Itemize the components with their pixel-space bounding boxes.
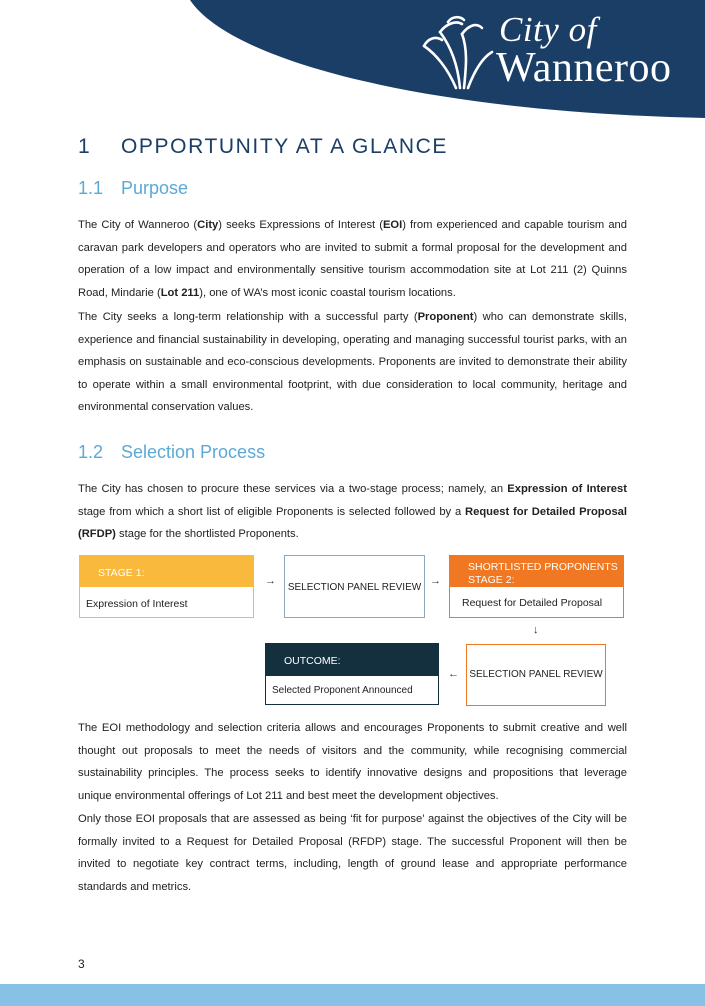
arrow-left: ← xyxy=(448,668,459,680)
section-1-title: OPPORTUNITY AT A GLANCE xyxy=(121,135,449,158)
text-run: ), one of WA’s most iconic coastal tourism locations. xyxy=(199,286,456,299)
logo-name-text: Wanneroo xyxy=(496,45,672,91)
logo-city-text: City of xyxy=(499,10,597,49)
section-1-number: 1 xyxy=(78,135,92,158)
flower-logo-icon xyxy=(418,14,496,90)
text-run: ) who can demonstrate skills, experience and financial sustainability in developing, operating and managing successful tourist parks, with an emphasis on sustainable and eco-conscious developments. Proponents are invited to demonstrate their ability to operate within a small environmental footprint, with due consideration to local community, heritage and environmental conservation values. xyxy=(78,311,627,413)
text-run: The City seeks a long-term relationship with a successful party ( xyxy=(78,311,418,323)
selection-review-box-1 xyxy=(284,555,425,618)
stage-1-label: STAGE 1: xyxy=(98,567,145,579)
bold-term: Lot 211 xyxy=(160,286,200,299)
selection-paragraph-1 xyxy=(78,478,627,546)
selection-paragraph-2 xyxy=(78,717,627,807)
bold-term: City xyxy=(197,219,219,231)
stage-2-label-line-2: STAGE 2: xyxy=(468,573,515,586)
outcome-box xyxy=(265,643,439,705)
arrow-down: ↓ xyxy=(533,624,539,636)
purpose-paragraph-2 xyxy=(78,306,627,419)
selection-review-box-2 xyxy=(466,644,606,706)
bold-term: Proponent xyxy=(417,311,474,323)
stage-1-body: Expression of Interest xyxy=(86,598,188,610)
arrow-right-1: → xyxy=(265,575,276,587)
outcome-label: OUTCOME: xyxy=(284,655,341,667)
section-1-2-title: Selection Process xyxy=(121,442,266,462)
bold-term: Request for Detailed Proposal (RFDP) xyxy=(78,505,627,540)
text-run: ) seeks Expressions of Interest ( xyxy=(218,219,383,231)
text-run: The EOI methodology and selection criteria allows and encourages Proponents to submit creative and well thought out proposals to meet the needs of visitors and the community, while recognising commercial sustainability principles. The process seeks to identify innovative designs and propositions that leverage unique environmental offerings of Lot 211 and best meet the development objectives. xyxy=(78,722,627,802)
stage-2-box xyxy=(449,555,624,618)
section-1-2-heading xyxy=(78,442,265,463)
outcome-header xyxy=(266,644,438,676)
text-run: ) from experienced and capable tourism and caravan park developers and operators who are invited to submit a formal proposal for the development and operation of a low impact and environmentally sensitive tourism accommodation site at Lot 211 (2) Quinns Road, Mindarie ( xyxy=(78,219,628,299)
bold-term: Expression of Interest xyxy=(507,483,627,495)
section-1-2-number: 1.2 xyxy=(78,442,104,462)
page-number: 3 xyxy=(78,957,85,971)
bold-term: EOI xyxy=(382,219,403,231)
outcome-body: Selected Proponent Announced xyxy=(272,685,413,696)
section-1-heading xyxy=(78,135,448,159)
stage-2-body: Request for Detailed Proposal xyxy=(462,597,603,609)
footer-bar xyxy=(0,984,705,1006)
text-run: The City of Wanneroo ( xyxy=(78,219,198,231)
purpose-paragraph-1 xyxy=(78,214,627,304)
text-run: The City has chosen to procure these services via a two-stage process; namely, an xyxy=(78,483,508,495)
stage-2-label-line-1: SHORTLISTED PROPONENTS xyxy=(468,561,618,573)
arrow-right-2: → xyxy=(430,575,441,587)
text-run: stage from which a short list of eligible Proponents is selected followed by a xyxy=(78,505,466,518)
stage-2-header xyxy=(450,556,623,587)
section-1-1-number: 1.1 xyxy=(78,178,104,198)
selection-review-2-label: SELECTION PANEL REVIEW xyxy=(469,669,603,680)
text-run: Only those EOI proposals that are assessed as being ‘fit for purpose’ against the objectives of the City will be formally invited to a Request for Detailed Proposal (RFDP) stage. The successful Proponent will then be invited to negotiate key contract terms, including, length of ground lease and appropriate performance standards and metrics. xyxy=(78,813,627,893)
selection-review-1-label: SELECTION PANEL REVIEW xyxy=(287,582,422,593)
stage-1-box xyxy=(79,555,254,618)
selection-paragraph-3 xyxy=(78,808,627,898)
section-1-1-heading xyxy=(78,178,188,199)
section-1-1-title: Purpose xyxy=(121,178,189,198)
text-run: stage for the shortlisted Proponents. xyxy=(115,528,299,540)
stage-1-header xyxy=(80,556,253,587)
